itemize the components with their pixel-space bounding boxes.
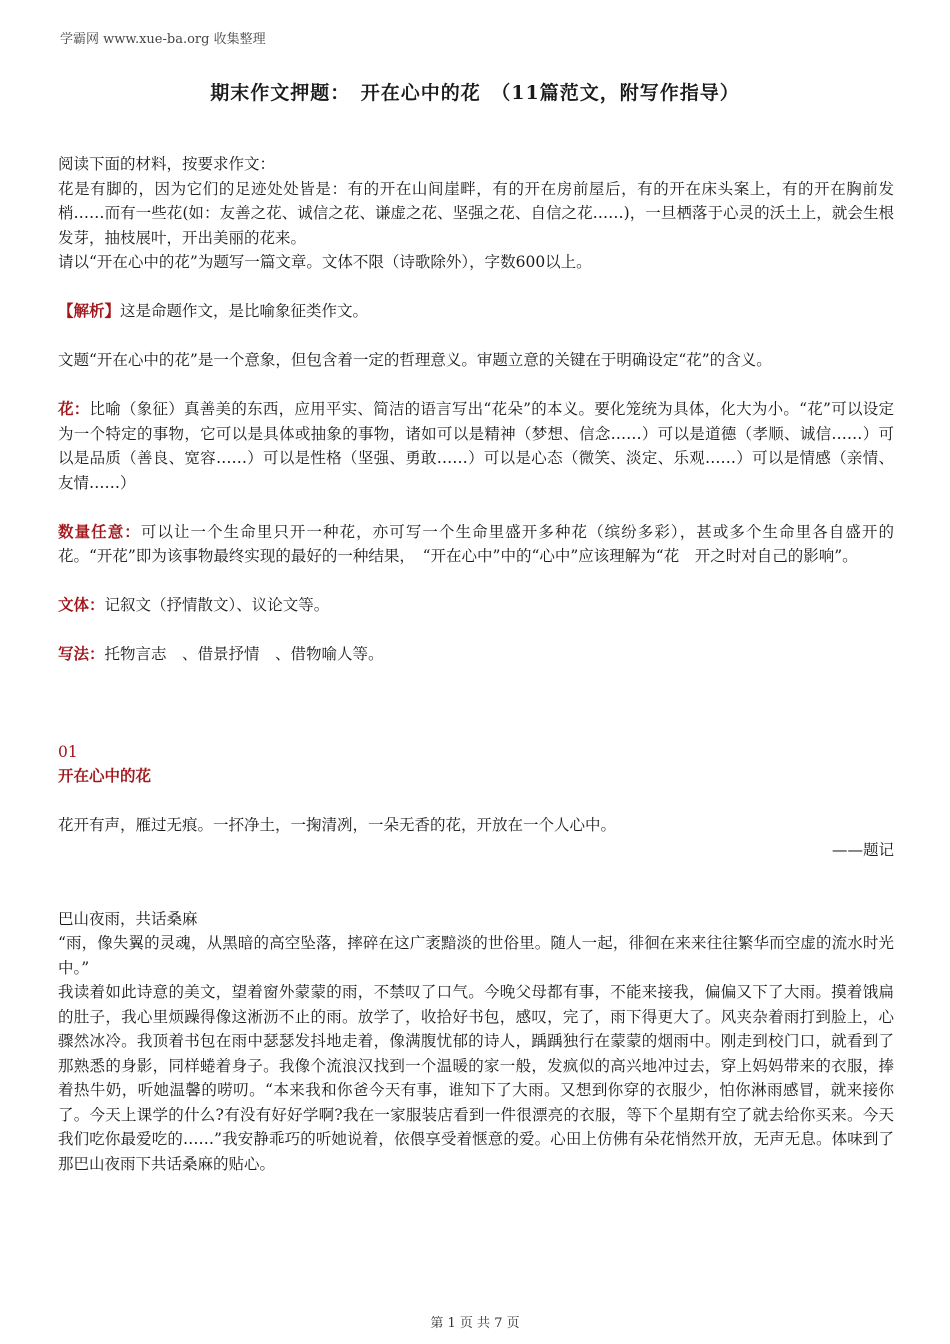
prompt-requirement: 请以“开在心中的花”为题写一篇文章。文体不限（诗歌除外），字数600以上。 (58, 253, 592, 271)
essay-epigraph-attribution: ——题记 (831, 840, 894, 859)
essay-quote: “雨，像失翼的灵魂，从黑暗的高空坠落，摔碎在这广袤黯淡的世俗里。随人一起，徘徊在来来往往繁华而空虚的流水时光中。” (58, 934, 894, 977)
page-number: 第 1 页 共 7 页 (430, 1316, 520, 1331)
document-title: 期末作文押题： 开在心中的花 （11篇范文，附写作指导） (210, 82, 740, 104)
flower-paragraph (58, 397, 894, 495)
method-label: 写法： (58, 644, 105, 663)
style-paragraph (58, 593, 894, 618)
flower-text: 比喻（象征）真善美的东西，应用平实、简洁的语言写出“花朵”的本义。要化笼统为具体，化大为小。“花”可以设定为一个特定的事物，它可以是具体或抽象的事物，诸如可以是精神（梦想、信念……）可以是道德（孝顺、诚信……）可以是品质（善良、宽容……）可以是性格（坚强、勇敢……）可以是心态（微笑、淡定、乐观……）可以是情感（亲情、友情……） (58, 400, 894, 492)
analysis-label: 【解析】 (58, 301, 121, 320)
prompt-material: 花是有脚的，因为它们的足迹处处皆是：有的开在山间崖畔，有的开在房前屋后，有的开在床头案上，有的开在胸前发梢……而有一些花(如：友善之花、诚信之花、谦虚之花、坚强之花、自信之花……)，一旦栖落于心灵的沃土上，就会生根发芽，抽枝展叶，开出美丽的花来。 (58, 179, 894, 247)
flower-label: 花： (58, 399, 90, 418)
essay-title: 开在心中的花 (58, 766, 152, 785)
method-paragraph (58, 642, 894, 667)
document-body (58, 152, 894, 1176)
count-label: 数量任意： (58, 521, 141, 541)
style-label: 文体： (58, 595, 105, 614)
style-text: 记叙文（抒情散文）、议论文等。 (104, 596, 330, 614)
method-text: 托物言志 、借景抒情 、借物喻人等。 (104, 645, 384, 663)
essay-number: 01 (58, 742, 78, 761)
essay-epigraph: 花开有声，雁过无痕。一抔净土，一掬清冽，一朵无香的花，开放在一个人心中。 (58, 816, 617, 834)
source-note: 学霸网 www.xue-ba.org 收集整理 (60, 32, 266, 47)
count-text: 可以让一个生命里只开一种花，亦可写一个生命里盛开多种花（缤纷多彩），甚或多个生命里各自盛开的花。“开花”即为该事物最终实现的最好的一种结果， “开在心中”中的“心中”应该理解为“花 开之时对自己的影响”。 (58, 522, 894, 565)
analysis-paragraph (58, 299, 894, 324)
essay-body: 我读着如此诗意的美文，望着窗外蒙蒙的雨，不禁叹了口气。今晚父母都有事，不能来接我，偏偏又下了大雨。摸着饿扁的肚子，我心里烦躁得像这淅沥不止的雨。放学了，收拾好书包，感叹，完了，雨下得更大了。风夹杂着雨打到脸上，心骤然冰冷。我顶着书包在雨中瑟瑟发抖地走着，像满腹忧郁的诗人，踽踽独行在蒙蒙的烟雨中。刚走到校门口，就看到了那熟悉的身影，同样蜷着身子。我像个流浪汉找到一个温暖的家一般，发疯似的高兴地冲过去，穿上妈妈带来的衣服，捧着热牛奶，听她温馨的唠叨。“本来我和你爸今天有事，谁知下了大雨。又想到你穿的衣服少，怕你淋雨感冒，就来接你了。今天上课学的什么?有没有好好学啊?我在一家服装店看到一件很漂亮的衣服，等下个星期有空了就去给你买来。今天我们吃你最爱吃的……”我安静乖巧的听她说着，依偎享受着惬意的爱。心田上仿佛有朵花悄然开放，无声无息。体味到了那巴山夜雨下共话桑麻的贴心。 (58, 983, 894, 1173)
essay-subhead: 巴山夜雨，共话桑麻 (58, 909, 198, 928)
count-paragraph (58, 520, 894, 569)
analysis-theme: 文题“开在心中的花”是一个意象，但包含着一定的哲理意义。审题立意的关键在于明确设定“花”的含义。 (58, 351, 772, 369)
prompt-intro: 阅读下面的材料，按要求作文： (58, 155, 276, 173)
analysis-text: 这是命题作文，是比喻象征类作文。 (120, 302, 369, 320)
